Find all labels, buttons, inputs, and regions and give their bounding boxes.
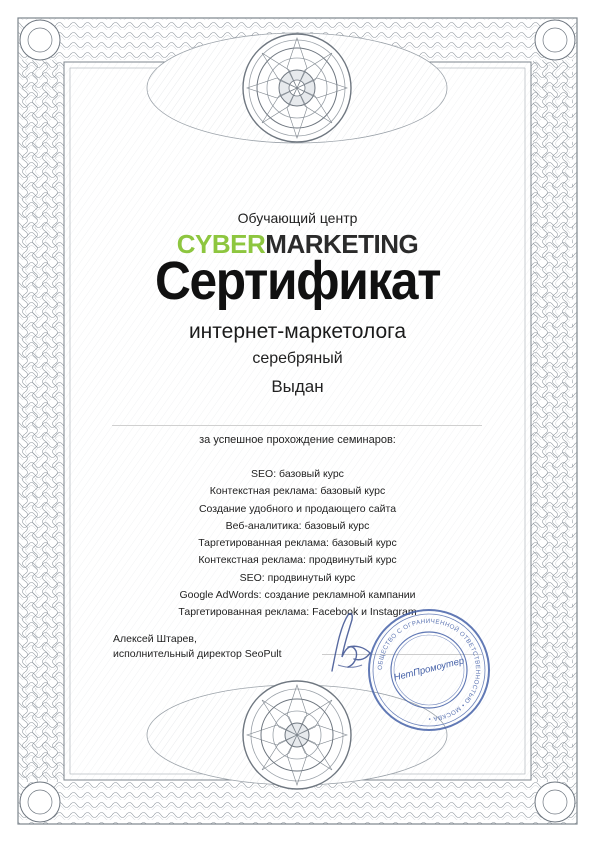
list-item: Google AdWords: создание рекламной кампании: [179, 589, 416, 602]
certificate-title: Сертификат: [154, 251, 441, 311]
signature-mark: [318, 607, 378, 679]
brand-logo-cyber: CYBER: [176, 229, 266, 259]
list-item: SEO: продвинутый курс: [239, 571, 356, 584]
list-item: Контекстная реклама: продвинутый курс: [198, 554, 397, 567]
brand-logo-marketing: MARKETING: [265, 229, 419, 259]
issued-label: Выдан: [271, 377, 324, 396]
signer-name: Алексей Штарев,: [113, 633, 197, 645]
stamp-ring-text: ОБЩЕСТВО С ОГРАНИЧЕННОЙ ОТВЕТСТВЕННОСТЬЮ • МОСКВА •: [376, 617, 482, 723]
top-rosette: [147, 33, 447, 143]
stamp-center-text: НетПромоутер: [392, 655, 466, 684]
list-item: Таргетированная реклама: базовый курс: [198, 537, 397, 550]
signer-title: исполнительный директор SeoPult: [113, 648, 282, 660]
name-divider: [112, 425, 482, 426]
list-item: Таргетированная реклама: Facebook и Instagram: [178, 606, 417, 619]
list-item: SEO: базовый курс: [251, 468, 344, 480]
seminars-intro: за успешное прохождение семинаров:: [199, 434, 396, 446]
training-center-label: Обучающий центр: [237, 210, 358, 226]
certificate-level: серебряный: [252, 350, 343, 367]
list-item: Создание удобного и продающего сайта: [198, 502, 397, 515]
list-item: Веб-аналитика: базовый курс: [225, 519, 370, 532]
signer-block: [113, 632, 282, 662]
list-item: Контекстная реклама: базовый курс: [209, 485, 386, 498]
course-list: [0, 466, 595, 622]
certificate-subtitle: интернет-маркетолога: [188, 320, 407, 343]
